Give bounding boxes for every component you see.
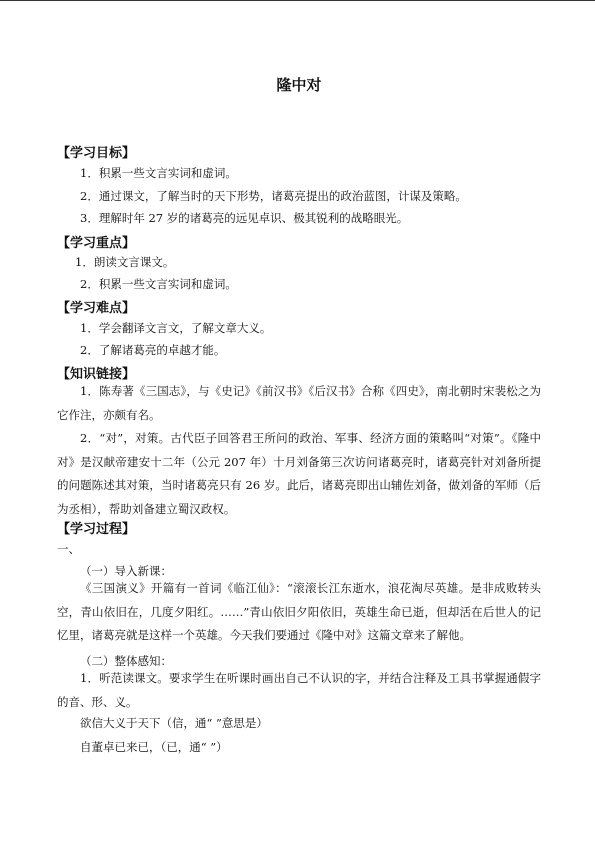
page-top-rule xyxy=(0,0,595,1)
heading-difficulties: 【学习难点】 xyxy=(57,301,136,316)
knowledge-paragraph: 1．陈寿著《三国志》，与《史记》《前汉书》《后汉书》合称《四史》，南北朝时宋裴松之为它作注，亦颇有名。 xyxy=(57,384,541,422)
intro-paragraph: 《三国演义》开篇有一首词《临江仙》：“滚滚长江东逝水，浪花淘尽英雄。是非成败转头空，青山依旧在，几度夕阳红。……”青山依旧夕阳依旧，英雄生命已逝，但却活在后世人的记忆里，诸葛亮就是这样一个英雄。今天我们要通过《隆中对》这篇文章来了解他。 xyxy=(57,581,541,642)
subheading-overview: （二）整体感知： xyxy=(80,654,172,668)
heading-learning-process: 【学习过程】 xyxy=(57,522,136,537)
goal-item: 1．积累一些文言实词和虚词。 xyxy=(80,166,237,180)
heading-knowledge-links: 【知识链接】 xyxy=(57,367,136,382)
exercise-line: 自董卓已来已，（已，通“ ”） xyxy=(80,740,228,754)
key-point-item: 1．朗读文言课文。 xyxy=(75,255,175,269)
key-point-item: 2．积累一些文言实词和虚词。 xyxy=(80,277,237,291)
part-label: 一、 xyxy=(57,542,80,556)
heading-key-points: 【学习重点】 xyxy=(57,236,136,251)
knowledge-paragraph: 2．“对”，对策。古代臣子回答君王所问的政治、军事、经济方面的策略叫“对策”。《隆中对》是汉献帝建安十二年（公元 207 年）十月刘备第三次访问诸葛亮时，诸葛亮针对刘备所提的问题陈述其对策，当时诸葛亮只有 26 岁。此后，诸葛亮即出山辅佐刘备，做刘备的军师（后为丞相），帮助刘备建立蜀汉政权。 xyxy=(57,431,541,516)
listen-paragraph: 1．听范读课文。要求学生在听课时画出自己不认识的字，并结合注释及工具书掌握通假字的音、形、义。 xyxy=(57,671,541,709)
heading-learning-goals: 【学习目标】 xyxy=(57,146,136,161)
difficulty-item: 1．学会翻译文言文，了解文章大义。 xyxy=(80,321,272,335)
goal-item: 2．通过课文，了解当时的天下形势，诸葛亮提出的政治蓝图，计谋及策略。 xyxy=(80,189,467,203)
subheading-intro: （一）导入新课： xyxy=(80,564,172,578)
goal-item: 3．理解时年 27 岁的诸葛亮的远见卓识、极其锐利的战略眼光。 xyxy=(80,211,409,225)
page-title: 隆中对 xyxy=(276,76,322,94)
exercise-line: 欲信大义于天下（信，通“ ”意思是） xyxy=(80,716,268,730)
difficulty-item: 2．了解诸葛亮的卓越才能。 xyxy=(80,343,226,357)
